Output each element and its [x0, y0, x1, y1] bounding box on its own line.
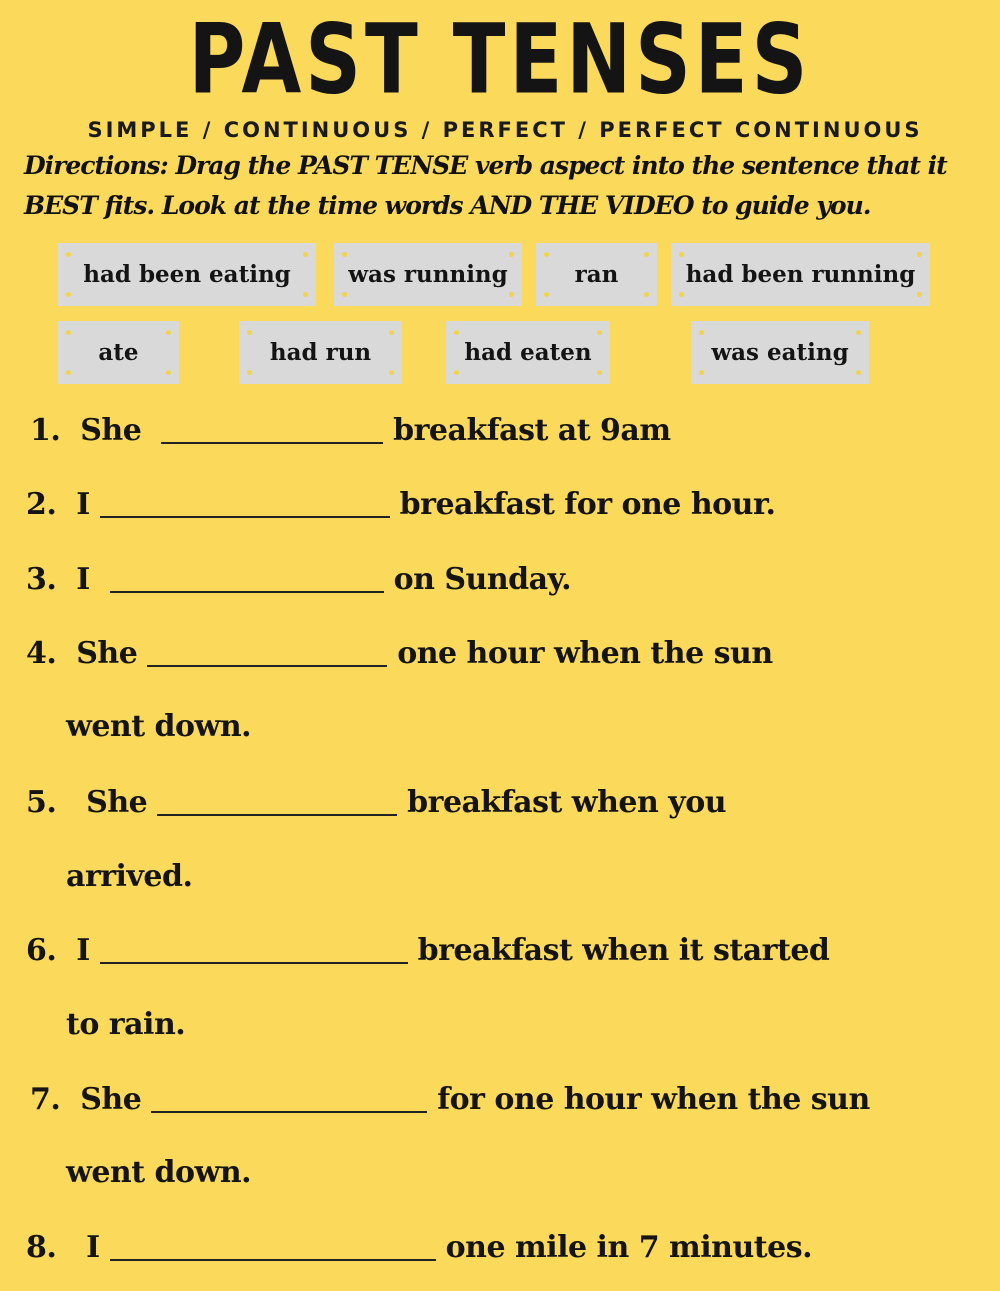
chip-label: had run — [269, 339, 372, 366]
chip-dot — [679, 292, 684, 297]
question-number: 6. — [26, 933, 57, 968]
chip-dot — [454, 370, 459, 375]
question-lead: I — [76, 562, 90, 597]
answer-blank-3[interactable] — [110, 561, 384, 593]
answer-blank-4[interactable] — [147, 635, 387, 667]
chip-dot — [679, 252, 684, 257]
question-text: breakfast when it started — [417, 933, 830, 968]
word-chip-was-eating[interactable] — [691, 321, 869, 384]
chip-dot — [303, 252, 308, 257]
question-4-continuation: went down. — [66, 709, 252, 744]
chip-dot — [342, 252, 347, 257]
chip-dot — [856, 330, 861, 335]
chip-dot — [342, 292, 347, 297]
answer-blank-2[interactable] — [100, 486, 390, 518]
chip-dot — [917, 252, 922, 257]
question-lead: She — [76, 636, 138, 671]
chip-label: ran — [574, 261, 619, 288]
word-chip-ran[interactable] — [536, 243, 657, 306]
answer-blank-6[interactable] — [100, 932, 408, 964]
question-number: 5. — [26, 785, 57, 820]
page-subtitle: SIMPLE / CONTINUOUS / PERFECT / PERFECT CONTINUOUS — [87, 118, 923, 142]
chip-dot — [509, 252, 514, 257]
chip-dot — [389, 330, 394, 335]
question-7-continuation: went down. — [66, 1155, 252, 1190]
directions-line-1: Directions: Drag the PAST TENSE verb aspect into the sentence that it — [24, 151, 947, 180]
chip-dot — [66, 330, 71, 335]
directions — [24, 146, 984, 226]
word-chip-had-run[interactable] — [239, 321, 402, 384]
word-chip-had-been-running[interactable] — [671, 243, 930, 306]
question-lead: I — [76, 487, 90, 522]
chip-dot — [166, 370, 171, 375]
chip-dot — [917, 292, 922, 297]
question-text: breakfast at 9am — [393, 413, 671, 448]
answer-blank-8[interactable] — [110, 1229, 436, 1261]
chip-label: was running — [348, 261, 508, 288]
question-lead: I — [86, 1230, 100, 1265]
chip-dot — [66, 252, 71, 257]
chip-dot — [644, 252, 649, 257]
chip-dot — [66, 370, 71, 375]
directions-line-2: BEST fits. Look at the time words AND THE VIDEO to guide you. — [24, 191, 871, 220]
question-lead: She — [86, 785, 148, 820]
chip-dot — [544, 292, 549, 297]
question-7 — [30, 1081, 870, 1117]
question-5-continuation: arrived. — [66, 859, 193, 894]
chip-dot — [699, 370, 704, 375]
word-chip-had-eaten[interactable] — [446, 321, 610, 384]
chip-label: was eating — [711, 339, 849, 366]
question-text: breakfast for one hour. — [399, 487, 776, 522]
question-6-continuation: to rain. — [66, 1007, 186, 1042]
chip-label: had been eating — [83, 261, 291, 288]
chip-dot — [644, 292, 649, 297]
question-lead: She — [80, 1082, 142, 1117]
answer-blank-7[interactable] — [151, 1081, 427, 1113]
chip-dot — [699, 330, 704, 335]
chip-label: ate — [98, 339, 139, 366]
question-number: 1. — [30, 413, 61, 448]
chip-dot — [544, 252, 549, 257]
chip-dot — [303, 292, 308, 297]
question-text: breakfast when you — [407, 785, 727, 820]
chip-dot — [166, 330, 171, 335]
chip-dot — [247, 370, 252, 375]
chip-dot — [597, 370, 602, 375]
question-number: 8. — [26, 1230, 57, 1265]
word-chip-had-been-eating[interactable] — [58, 243, 316, 306]
question-4 — [26, 635, 773, 671]
question-text: for one hour when the sun — [437, 1082, 870, 1117]
chip-dot — [247, 330, 252, 335]
question-2 — [26, 486, 775, 522]
answer-blank-5[interactable] — [157, 784, 397, 816]
chip-label: had been running — [685, 261, 916, 288]
question-lead: She — [80, 413, 142, 448]
question-number: 3. — [26, 562, 57, 597]
page-title: PAST TENSES — [188, 4, 812, 116]
chip-dot — [856, 370, 861, 375]
chip-dot — [509, 292, 514, 297]
chip-dot — [597, 330, 602, 335]
question-text: one hour when the sun — [397, 636, 773, 671]
question-text: on Sunday. — [393, 562, 572, 597]
chip-dot — [454, 330, 459, 335]
question-text: one mile in 7 minutes. — [445, 1230, 813, 1265]
chip-dot — [389, 370, 394, 375]
question-3 — [26, 561, 571, 597]
chip-dot — [66, 292, 71, 297]
chip-label: had eaten — [464, 339, 592, 366]
answer-blank-1[interactable] — [161, 412, 383, 444]
question-5 — [26, 784, 726, 820]
question-lead: I — [76, 933, 90, 968]
question-number: 7. — [30, 1082, 61, 1117]
question-number: 4. — [26, 636, 57, 671]
question-8 — [26, 1229, 812, 1265]
word-chip-ate[interactable] — [58, 321, 179, 384]
question-6 — [26, 932, 829, 968]
question-1 — [30, 412, 671, 448]
question-number: 2. — [26, 487, 57, 522]
word-chip-was-running[interactable] — [334, 243, 522, 306]
